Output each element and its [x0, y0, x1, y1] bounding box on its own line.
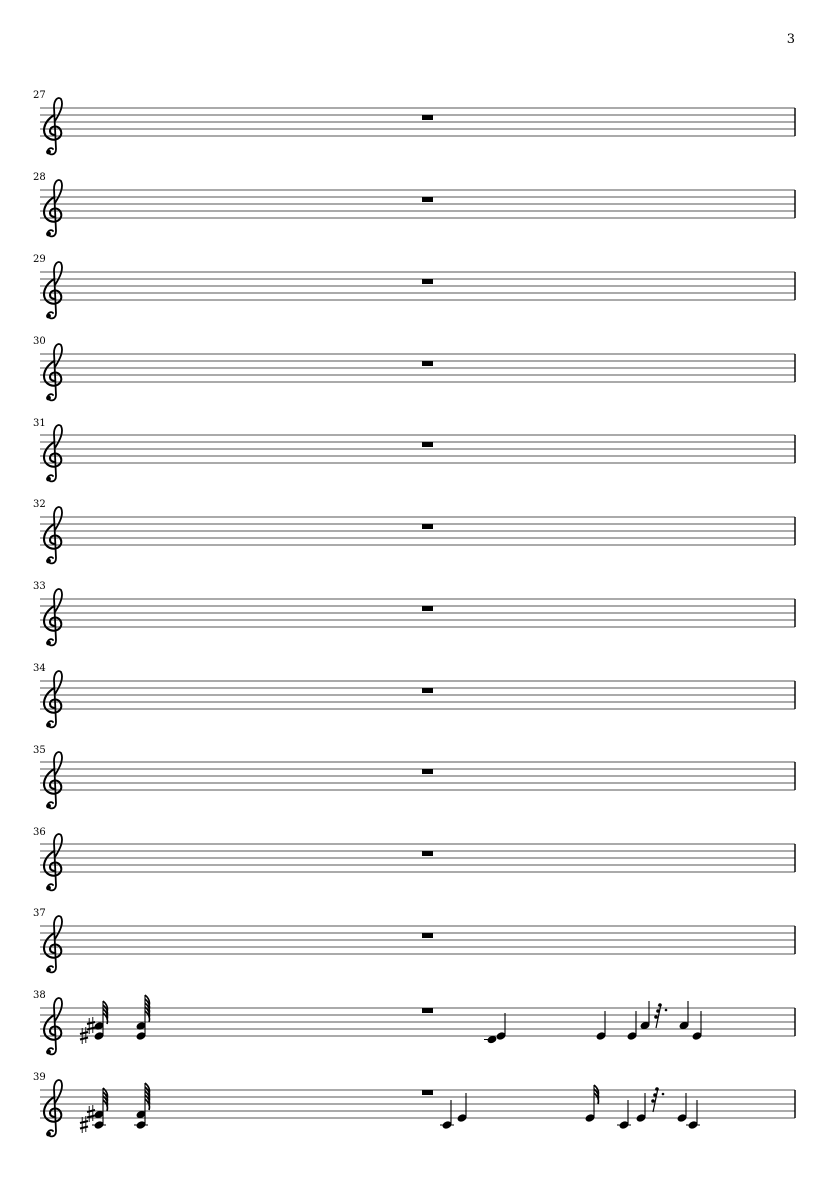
system-38	[40, 995, 795, 1054]
whole-rest	[422, 197, 433, 202]
system-32	[40, 507, 795, 563]
system-30	[40, 344, 795, 400]
sharp-icon	[80, 1116, 88, 1133]
measure-number-37: 37	[33, 908, 46, 919]
whole-rest	[422, 279, 433, 284]
staff-lines	[40, 108, 795, 136]
measure-number-36: 36	[33, 827, 46, 838]
measure-number-29: 29	[33, 254, 46, 265]
whole-rest	[422, 769, 433, 774]
treble-clef-icon	[44, 752, 62, 808]
whole-rest	[422, 442, 433, 447]
measure-number-39: 39	[33, 1072, 46, 1083]
staff-lines	[40, 272, 795, 300]
treble-clef-icon	[44, 507, 62, 563]
staff-lines	[40, 435, 795, 463]
page-number: 3	[786, 32, 795, 47]
treble-clef-icon	[44, 98, 62, 154]
note	[639, 1001, 650, 1030]
whole-rest	[422, 361, 433, 366]
staff-lines	[40, 681, 795, 709]
treble-clef-icon	[44, 998, 62, 1054]
measure-number-27: 27	[33, 90, 46, 101]
system-35	[40, 752, 795, 808]
staff-lines	[40, 517, 795, 545]
staff-lines	[40, 926, 795, 954]
system-33	[40, 589, 795, 645]
system-27	[40, 98, 795, 154]
sharp-icon	[87, 1017, 95, 1034]
staff-lines	[40, 844, 795, 872]
system-29	[40, 262, 795, 318]
system-36	[40, 834, 795, 890]
system-34	[40, 671, 795, 727]
whole-rest	[422, 524, 433, 529]
staff-lines	[40, 762, 795, 790]
chord	[135, 995, 149, 1041]
rest-icon	[651, 1087, 664, 1112]
system-31	[40, 425, 795, 481]
whole-rest	[422, 851, 433, 856]
treble-clef-icon	[44, 1080, 62, 1136]
treble-clef-icon	[44, 671, 62, 727]
treble-clef-icon	[44, 344, 62, 400]
measure-number-30: 30	[33, 336, 46, 347]
whole-rest	[422, 933, 433, 938]
system-28	[40, 180, 795, 236]
staff-lines	[40, 1008, 795, 1036]
treble-clef-icon	[44, 916, 62, 972]
staff-lines	[40, 190, 795, 218]
treble-clef-icon	[44, 589, 62, 645]
rest-icon	[654, 1003, 667, 1028]
measure-number-33: 33	[33, 581, 46, 592]
staff-lines	[40, 354, 795, 382]
measure-number-34: 34	[33, 663, 46, 674]
treble-clef-icon	[44, 262, 62, 318]
whole-rest	[422, 688, 433, 693]
treble-clef-icon	[44, 425, 62, 481]
treble-clef-icon	[44, 834, 62, 890]
sharp-icon	[87, 1105, 95, 1122]
measure-number-31: 31	[33, 418, 46, 429]
whole-rest	[422, 115, 433, 120]
note	[678, 1001, 689, 1030]
measure-number-35: 35	[33, 745, 46, 756]
measure-number-32: 32	[33, 499, 46, 510]
measure-number-28: 28	[33, 172, 46, 183]
staff-lines	[40, 1090, 795, 1118]
staff-lines	[40, 599, 795, 627]
system-39	[40, 1080, 795, 1136]
whole-rest	[422, 1008, 433, 1013]
whole-rest	[422, 606, 433, 611]
measure-number-38: 38	[33, 990, 46, 1001]
treble-clef-icon	[44, 180, 62, 236]
system-37	[40, 916, 795, 972]
whole-rest	[422, 1090, 433, 1095]
